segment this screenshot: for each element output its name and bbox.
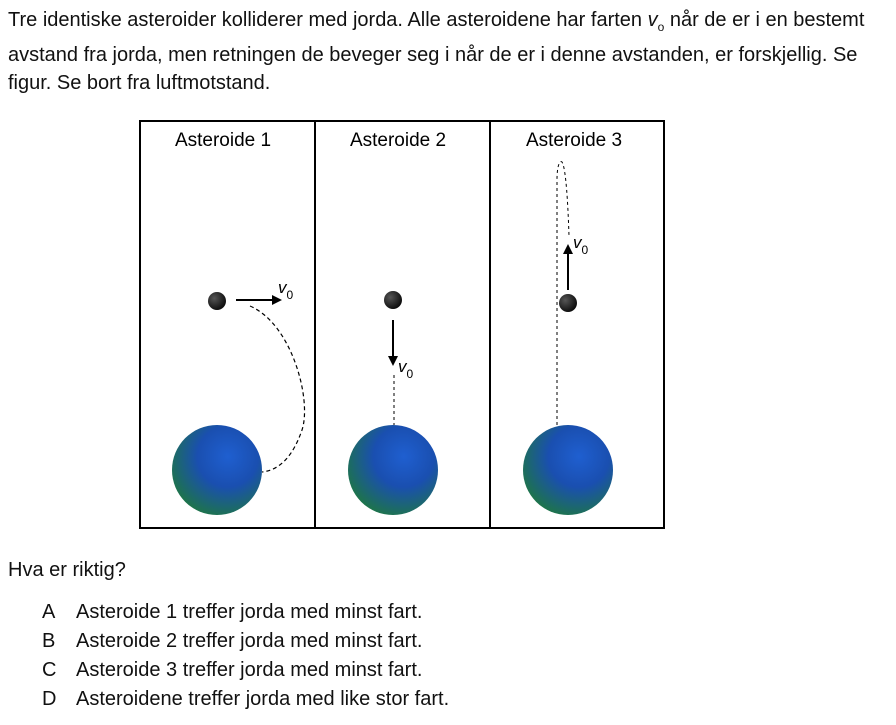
panel-3-trajectory (557, 162, 569, 425)
option-d-letter: D (42, 688, 57, 710)
option-a-text: Asteroide 1 treffer jorda med minst fart. (76, 601, 423, 623)
v-subscript: o (657, 20, 665, 34)
panel-1-asteroid (208, 292, 226, 310)
intro-part1: Tre identiske asteroider kolliderer med jorda. Alle asteroidene har farten (8, 9, 648, 31)
question-text: Hva er riktig? (8, 559, 126, 581)
option-d-text: Asteroidene treffer jorda med like stor fart. (76, 688, 450, 710)
intro-part2: når de er i en bestemt avstand fra jorda, men retningen de beveger seg i når de er i denne avstanden, er forskjellig. Se figur. Se bort fra luftmotstand. (8, 9, 865, 94)
panel-1-earth (172, 425, 262, 515)
option-a[interactable] (42, 598, 449, 627)
v-letter: v (647, 9, 658, 31)
panel-3-asteroid (559, 294, 577, 312)
panel-3-velocity-label: $v_0$ (573, 233, 589, 257)
answer-options (42, 598, 449, 714)
panel-2-earth (348, 425, 438, 515)
panel-1-trajectory (250, 306, 305, 472)
option-c-text: Asteroide 3 treffer jorda med minst fart. (76, 659, 423, 681)
panel-2-title: Asteroide 2 (349, 130, 447, 151)
panel-3-earth (523, 425, 613, 515)
panel-2-asteroid (384, 291, 402, 309)
panel-3-title: Asteroide 3 (525, 130, 623, 151)
panel-1-title: Asteroide 1 (174, 130, 272, 151)
option-b-text: Asteroide 2 treffer jorda med minst fart. (76, 630, 423, 652)
option-c[interactable] (42, 656, 449, 685)
panel-1-velocity-label: $v_0$ (278, 278, 294, 302)
panel-2-velocity-label: $v_0$ (398, 357, 414, 381)
option-b[interactable] (42, 627, 449, 656)
option-d[interactable] (42, 685, 449, 714)
option-c-letter: C (42, 659, 57, 681)
option-b-letter: B (42, 630, 56, 652)
option-a-letter: A (42, 601, 56, 623)
